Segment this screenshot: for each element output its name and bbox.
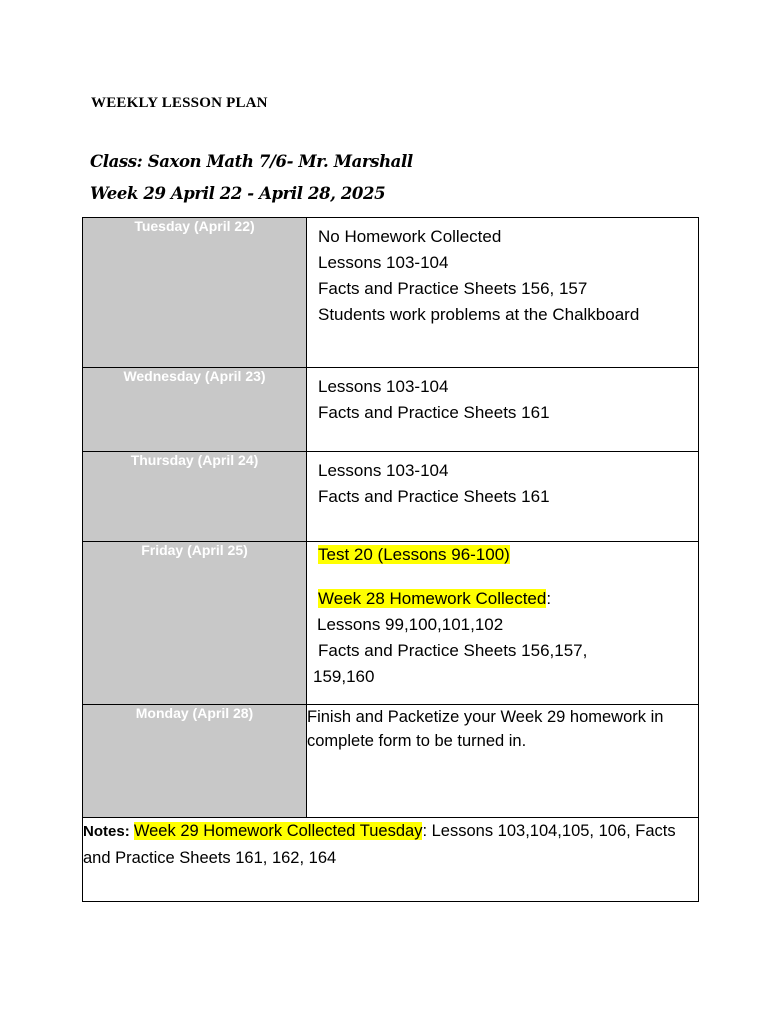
day-cell-tuesday: Tuesday (April 22) — [83, 218, 307, 368]
plan-line: Facts and Practice Sheets 156, 157 — [318, 279, 588, 298]
document-title: WEEKLY LESSON PLAN — [91, 95, 268, 111]
notes-highlight: Week 29 Homework Collected Tuesday — [133, 822, 423, 840]
table-row — [83, 452, 699, 542]
plan-line: 159,160 — [313, 667, 375, 686]
plan-line — [307, 542, 698, 568]
collected-highlight: Week 28 Homework Collected — [318, 589, 547, 608]
content-cell-wednesday — [307, 368, 699, 452]
content-cell-thursday — [307, 452, 699, 542]
week-line: Week 29 April 22 - April 28, 2025 — [90, 184, 386, 203]
test-highlight: Test 20 (Lessons 96-100) — [318, 545, 510, 564]
plan-line: Facts and Practice Sheets 161 — [318, 487, 550, 506]
collected-suffix: : — [546, 589, 552, 608]
notes-text: : Lessons 103,104,105, 106, Facts and Practice Sheets 161, 162, 164 — [83, 822, 676, 867]
plan-line — [307, 586, 698, 612]
plan-line: Lessons 103-104 — [318, 461, 449, 480]
notes-label-suffix: : — [124, 823, 134, 840]
lesson-plan-table — [82, 217, 699, 902]
table-row — [83, 705, 699, 818]
day-cell-monday: Monday (April 28) — [83, 705, 307, 818]
plan-line: No Homework Collected — [318, 227, 502, 246]
notes-label: Notes — [83, 823, 125, 840]
content-cell-friday — [307, 542, 699, 705]
content-cell-monday: Finish and Packetize your Week 29 homework in complete form to be turned in. — [307, 705, 699, 818]
class-line: Class: Saxon Math 7/6- Mr. Marshall — [90, 152, 413, 171]
notes-cell — [83, 818, 699, 902]
plan-line: Lessons 99,100,101,102 — [317, 615, 504, 634]
plan-line: Lessons 103-104 — [318, 253, 449, 272]
day-cell-friday: Friday (April 25) — [83, 542, 307, 705]
plan-line: Students work problems at the Chalkboard — [318, 305, 640, 324]
table-row — [83, 818, 699, 902]
content-cell-tuesday — [307, 218, 699, 368]
day-cell-wednesday: Wednesday (April 23) — [83, 368, 307, 452]
table-row — [83, 218, 699, 368]
table-row — [83, 542, 699, 705]
day-cell-thursday: Thursday (April 24) — [83, 452, 307, 542]
table-row — [83, 368, 699, 452]
plan-line: Lessons 103-104 — [318, 377, 449, 396]
plan-line: Facts and Practice Sheets 156,157, — [318, 641, 588, 660]
plan-line: Facts and Practice Sheets 161 — [318, 403, 550, 422]
